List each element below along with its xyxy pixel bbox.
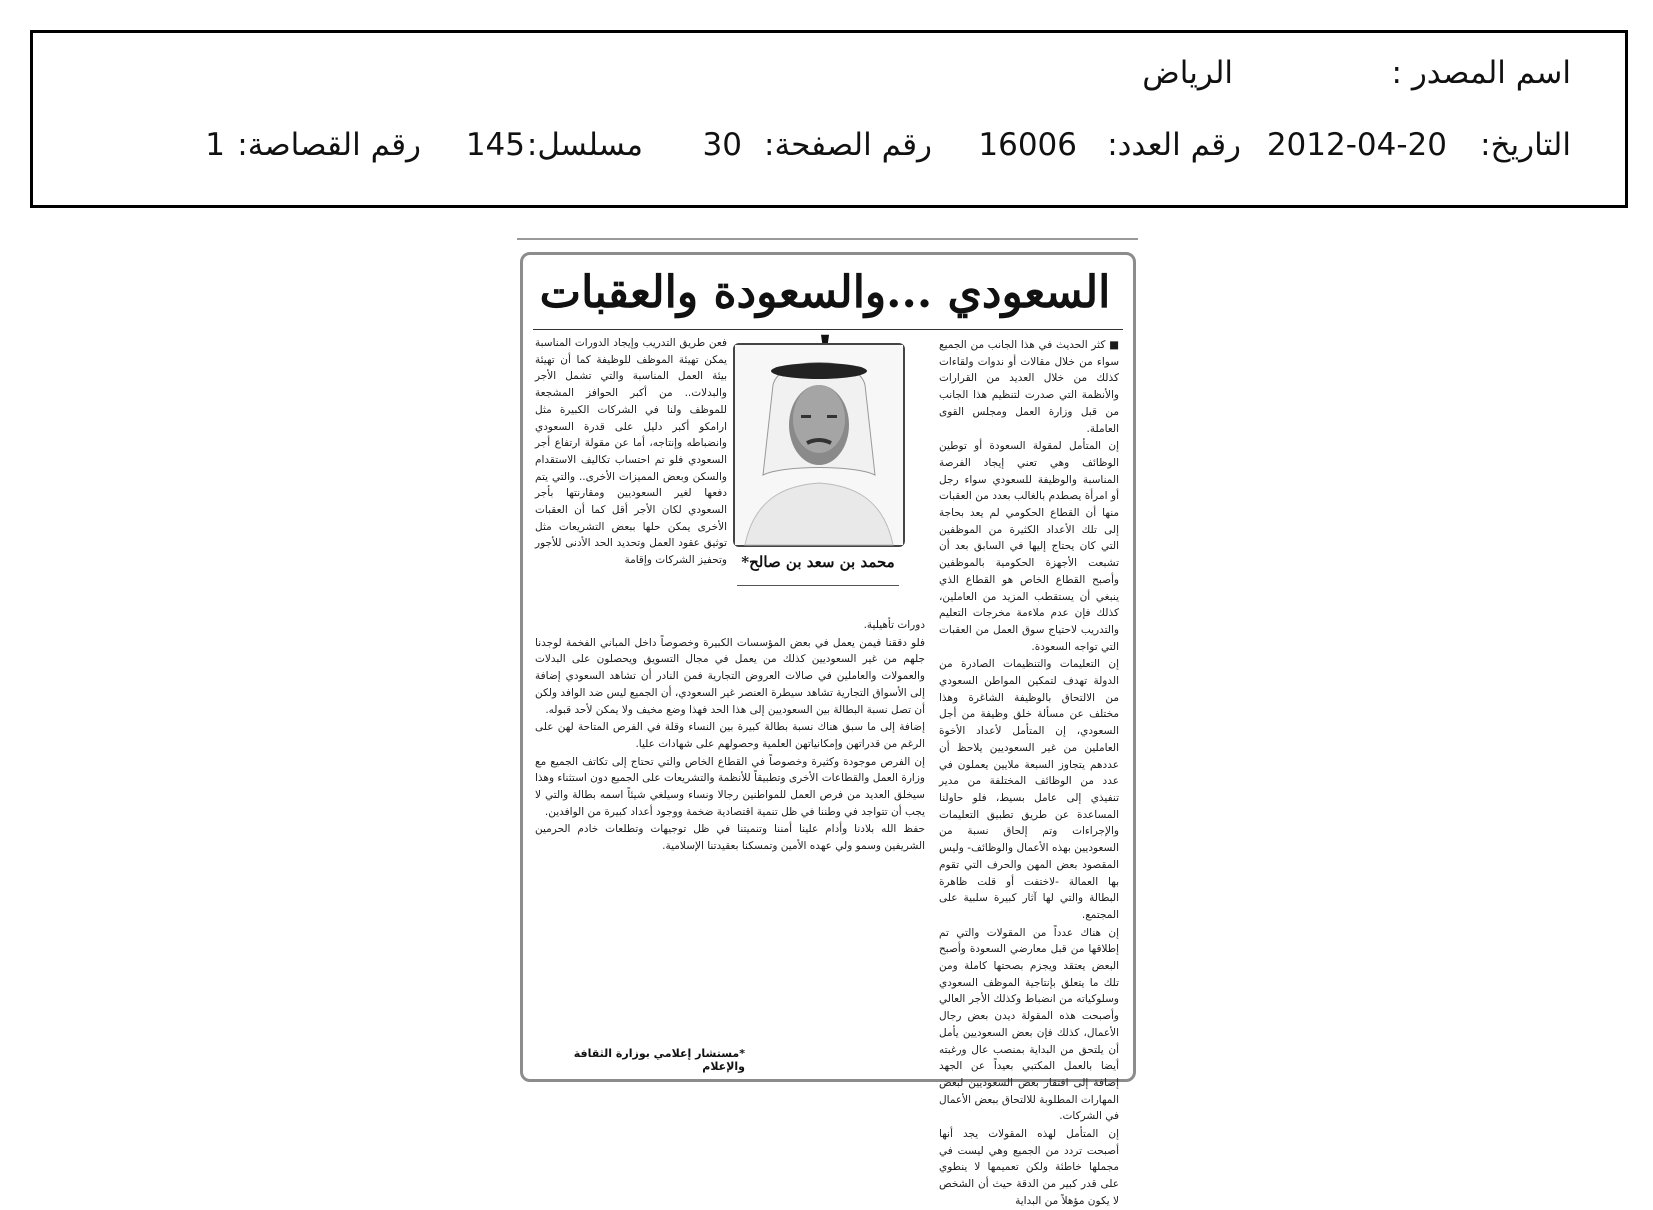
source-value: الرياض — [1142, 55, 1233, 91]
paragraph: إن الفرص موجودة وكثيرة وخصوصاً في القطاع الخاص والتي تحتاج إلى تكاتف الجميع مع وزارة العمل والقطاعات الأخرى وتطبيقاً للأنظمة والتشريعات على الجميع دون استثناء وهذا سيخلق العديد من فرص العمل للمواطنين رجالا ونساء وسيلغي شيئاً اسمه بطالة والتي لا يجب أن تتواجد في وطننا في ظل تنمية اقتصادية ضخمة ووجود أعداد كبيرة من الوافدين. — [535, 755, 925, 818]
newspaper-clipping — [520, 252, 1136, 1207]
clipping-top-rule — [517, 238, 1138, 240]
paragraph: إضافة إلى ما سبق هناك نسبة بطالة كبيرة بين النساء وقلة في الفرص المتاحة لهن على الرغم من قدراتهن وإمكانياتهن العلمية وحصولهم على شهادات عليا. — [535, 721, 925, 750]
serial-value: 145 — [465, 127, 525, 163]
paragraph: ■ كثر الحديث في هذا الجانب من الجميع سواء من خلال مقالات أو ندوات ولقاءات كذلك من خلال العديد من القرارات والأنظمة التي صدرت لتنظيم هذا الجانب من قبل وزارة العمل ومجلس القوى العاملة. — [939, 339, 1119, 435]
paragraph: إن التعليمات والتنظيمات الصادرة من الدولة تهدف لتمكين المواطن السعودي من الالتحاق بالوظيفة الشاغرة وهذا مختلف عن مسألة خلق وظيفة من أجل السعودي، إن المتأمل لأعداد الأخوة العاملين من غير السعوديين يلاحظ أن عددهم يتجاوز السبعة ملايين يعملون في عدد من الوظائف المختلفة من مدير تنفيذي إلى عامل بسيط، فلو حاولنا المساعدة عن طريق تطبيق التعليمات والإجراءات وتم إلحاق نسبة من السعوديين بهذه الأعمال والوظائف- وليس المقصود بعض المهن والحرف التي تقوم بها العمالة -لاختفت أو قلت ظاهرة البطالة والتي لها آثار كبيرة سلبية على المجتمع. — [939, 658, 1119, 921]
article-column-bottom — [535, 617, 925, 1071]
byline-rule — [737, 585, 899, 586]
page-value: 30 — [702, 127, 742, 163]
issue-value: 16006 — [978, 127, 1077, 163]
source-label: اسم المصدر : — [1391, 55, 1571, 91]
paragraph: إن هناك عدداً من المقولات والتي تم إطلاقها من قبل معارضي السعودة وأصبح البعض يعتقد ويجزم بصحتها كاملة ومن تلك ما يتعلق بإنتاجية الموظف السعودي وسلوكياته من انضباط وكذلك الأجر العالي وأصبحت هذه المقولة ديدن بعض رجال الأعمال، كذلك فإن بعض السعوديين يأمل أن يلتحق من البداية بمنصب عال ورغبته أيضا بالعمل المكتبي بعيداً عن الجهد إضافة إلى افتقار بعض السعوديين لبعض المهارات المطلوبة للالتحاق ببعض الأعمال في الشركات. — [939, 926, 1119, 1123]
author-footnote: *مستشار إعلامي بوزارة الثقافة والإعلام — [573, 1047, 745, 1073]
paragraph: حفظ الله بلادنا وأدام علينا أمننا وتنميتنا في ظل توجيهات وتطلعات خادم الحرمين الشريفين وسمو ولي عهده الأمين وتمسكنا بعقيدتنا الإسلامية. — [535, 823, 925, 853]
paragraph: إن المتأمل لمقولة السعودة أو توطين الوظائف وهي تعني إيجاد الفرصة المناسبة والوظيفة للسعودي سواء رجل أو امرأة يصطدم بالغالب بعدد من العقبات منها أن القطاع الحكومي لم يعد بحاجة إلى تلك الأعداد الكثيرة من الموظفين التي كان يحتاج إليها في السابق بعد أن تشبعت الأجهزة الحكومية بالموظفين وأصبح القطاع الخاص هو القطاع الذي ينبغي أن يستقطب المزيد من العاملين، كذلك فإن عدم ملاءمة مخرجات التعليم والتدريب لاحتياج سوق العمل من العقبات التي تواجه السعودة. — [939, 440, 1119, 653]
paragraph: إن المتأمل لهذه المقولات يجد أنها أصبحت تردد من الجميع وهي ليست في مجملها خاطئة ولكن تعميمها لا ينطوي على قدر كبير من الدقة حيث أن الشخص لا يكون مؤهلاً من البداية — [939, 1128, 1119, 1207]
paragraph: فلو دققنا فيمن يعمل في بعض المؤسسات الكبيرة وخصوصاً داخل المباني الفخمة لوجدنا جلهم من غير السعوديين كذلك من يعمل في مجال التسويق ويحصلون على البدلات والعمولات والعاملين في صالات العروض التجارية فمن النادر أن تشاهد السعودي إضافة إلى الأسواق التجارية تشاهد سيطرة العنصر غير السعودي، أن الجميع ليس ضد الوافد ولكن أن تصل نسبة البطالة بين السعوديين إلى هذا الحد فهذا وضع مخيف ولا يمكن لأحد قبوله. — [535, 636, 925, 716]
clip-value: 1 — [205, 127, 225, 163]
paragraph: دورات تأهيلية. — [863, 619, 925, 631]
clip-label: رقم القصاصة: — [237, 127, 421, 163]
page-label: رقم الصفحة: — [764, 127, 932, 163]
author-byline: محمد بن سعد بن صالح* — [741, 553, 895, 571]
date-label: التاريخ: — [1480, 127, 1571, 163]
author-portrait-image — [735, 345, 903, 545]
headline-rule — [533, 329, 1123, 330]
author-photo — [733, 343, 905, 547]
date-value: 2012-04-20 — [1266, 127, 1447, 163]
serial-label: مسلسل: — [526, 127, 643, 163]
article-column-right — [939, 337, 1119, 1207]
paragraph: فعن طريق التدريب وإيجاد الدورات المناسبة يمكن تهيئة الموظف للوظيفة كما أن تهيئة بيئة العمل المناسبة والتي تشمل الأجر والبدلات.. من أكبر الحوافز المشجعة للموظف ولنا في الشركات الكبيرة مثل ارامكو أكبر دليل على قدرة السعودي وانضباطه وإنتاجه، أما عن مقولة ارتفاع أجر السعودي فلو تم احتساب تكاليف الاستقدام والسكن وبعض المميزات الأخرى.. والتي يتم دفعها لغير السعوديين ومقارنتها بأجر السعودي لكان الأجر أقل كما أن العقبات الأخرى يمكن حلها ببعض التشريعات مثل توثيق عقود العمل وتحديد الحد الأدنى للأجور وتحفيز الشركات وإقامة — [535, 337, 727, 567]
clipping-info-header — [30, 30, 1628, 208]
article-headline: السعودي ...والسعودة والعقبات — [539, 267, 1111, 318]
article-column-left-top — [535, 335, 727, 607]
issue-label: رقم العدد: — [1107, 127, 1241, 163]
